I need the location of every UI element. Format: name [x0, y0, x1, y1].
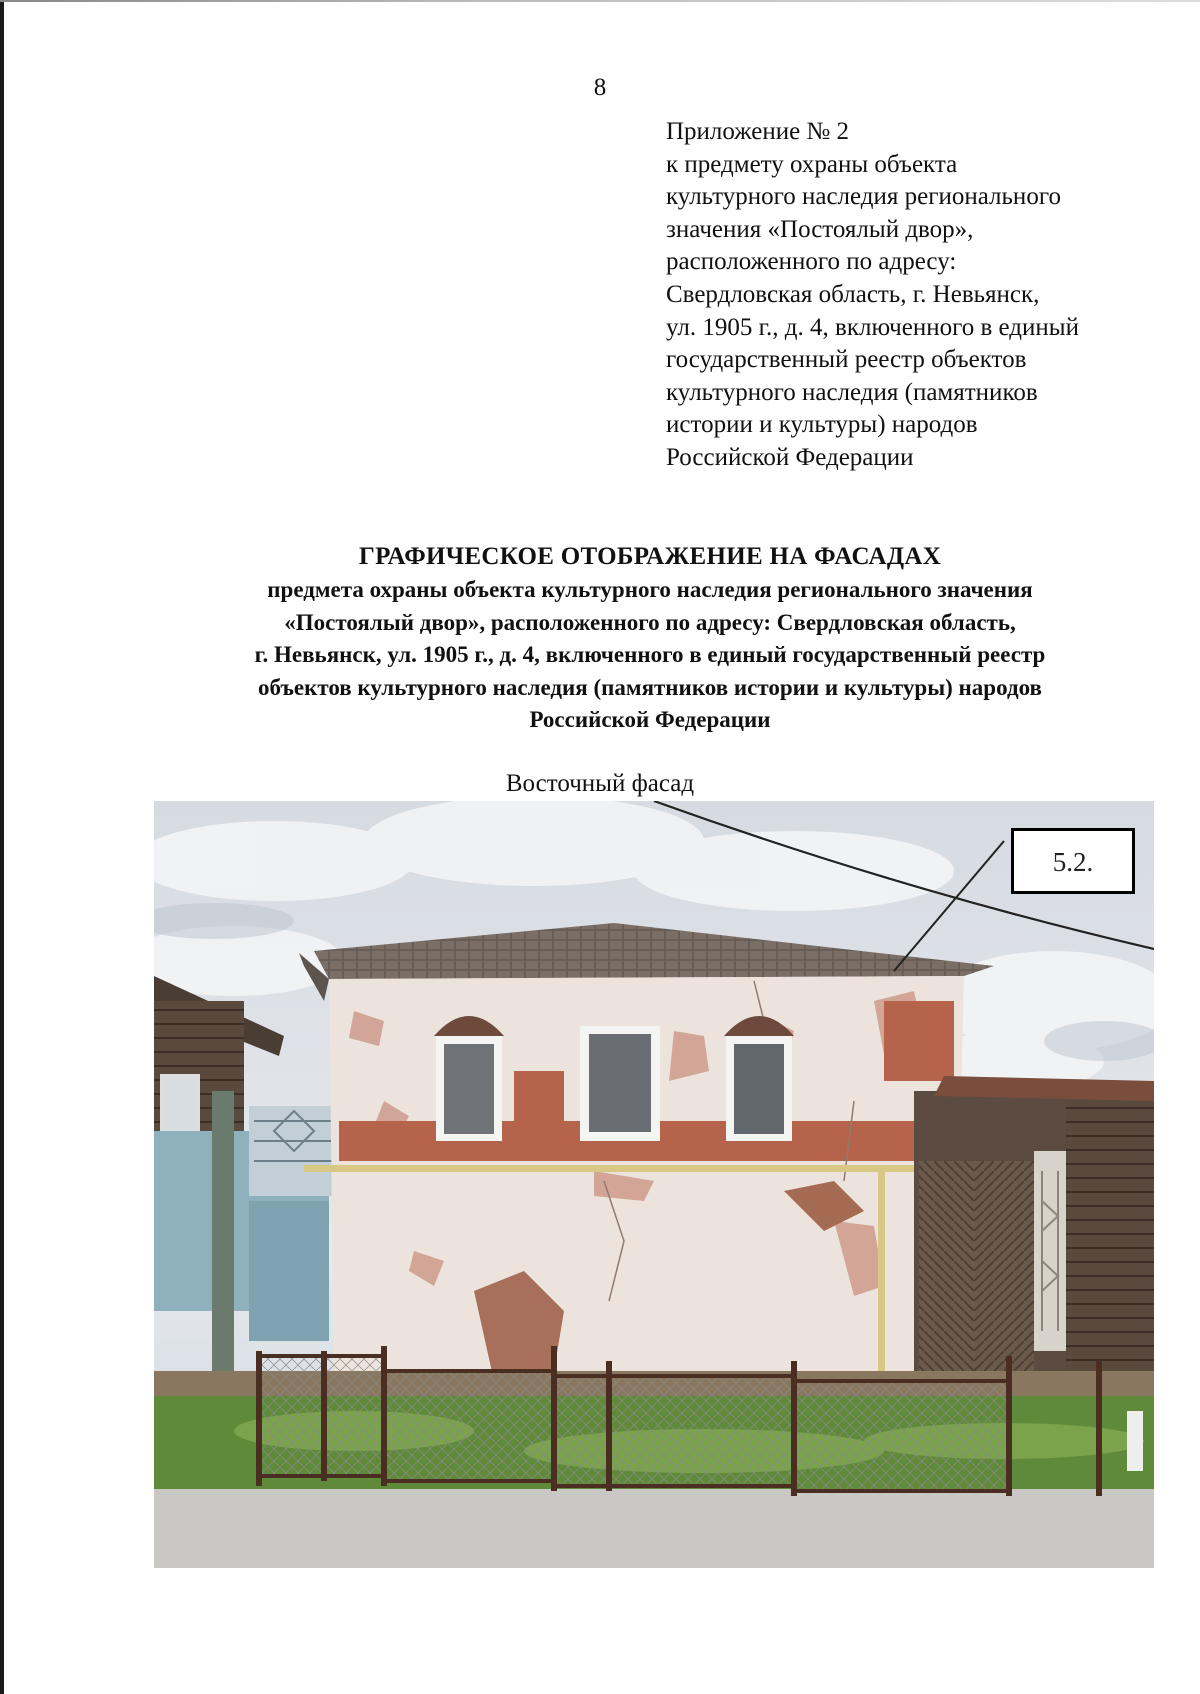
appendix-line: Свердловская область, г. Невьянск,	[666, 280, 1040, 308]
facade-marker-label: 5.2.	[1052, 847, 1094, 877]
window-left	[434, 1016, 504, 1141]
road	[154, 1489, 1154, 1568]
appendix-line: истории и культуры) народов	[666, 411, 978, 439]
appendix-line: государственный реестр объектов	[666, 346, 1027, 374]
subtitle-line: объектов культурного наследия (памятников истории и культуры) народов	[258, 674, 1042, 700]
gas-pipe	[304, 1165, 954, 1172]
facade-photo	[154, 801, 1154, 1568]
appendix-line: к предмету охраны объекта	[666, 150, 958, 178]
window-right	[724, 1016, 794, 1141]
appendix-line: значения «Постоялый двор»,	[666, 215, 974, 243]
document-subtitle	[120, 574, 1180, 737]
appendix-block	[666, 116, 1186, 475]
facade-caption: Восточный фасад	[505, 770, 695, 797]
scan-edge-top	[0, 0, 1200, 2]
hanging-cloth	[1127, 1411, 1143, 1471]
window-center	[580, 1026, 660, 1141]
right-house-side	[1066, 1101, 1154, 1411]
carved-pillar	[1034, 1151, 1066, 1351]
right-gate-left	[919, 1161, 974, 1401]
subtitle-line: г. Невьянск, ул. 1905 г., д. 4, включенного в единый государственный реестр	[254, 642, 1046, 667]
document-title: ГРАФИЧЕСКОЕ ОТОБРАЖЕНИЕ НА ФАСАДАХ	[358, 543, 942, 570]
appendix-line: Приложение № 2	[666, 118, 850, 145]
left-gate-post	[212, 1091, 234, 1381]
page-number: 8	[593, 74, 607, 101]
subtitle-line: «Постоялый двор», расположенного по адресу: Свердловская область,	[284, 609, 1016, 635]
appendix-line: Российской Федерации	[666, 443, 914, 471]
subtitle-line: Российской Федерации	[529, 707, 771, 732]
document-title-block	[120, 540, 1180, 737]
appendix-line: культурного наследия регионального	[666, 183, 1061, 211]
subtitle-line: предмета охраны объекта культурного наследия регионального значения	[267, 577, 1033, 602]
facade-marker-box	[1011, 828, 1135, 894]
appendix-line: ул. 1905 г., д. 4, включенного в единый	[666, 313, 1079, 341]
appendix-line: расположенного по адресу:	[666, 248, 957, 276]
scan-edge-left	[0, 0, 4, 1694]
left-gate-lower	[249, 1201, 329, 1341]
appendix-line: культурного наследия (памятников	[666, 378, 1038, 406]
right-gate-right	[974, 1161, 1034, 1401]
